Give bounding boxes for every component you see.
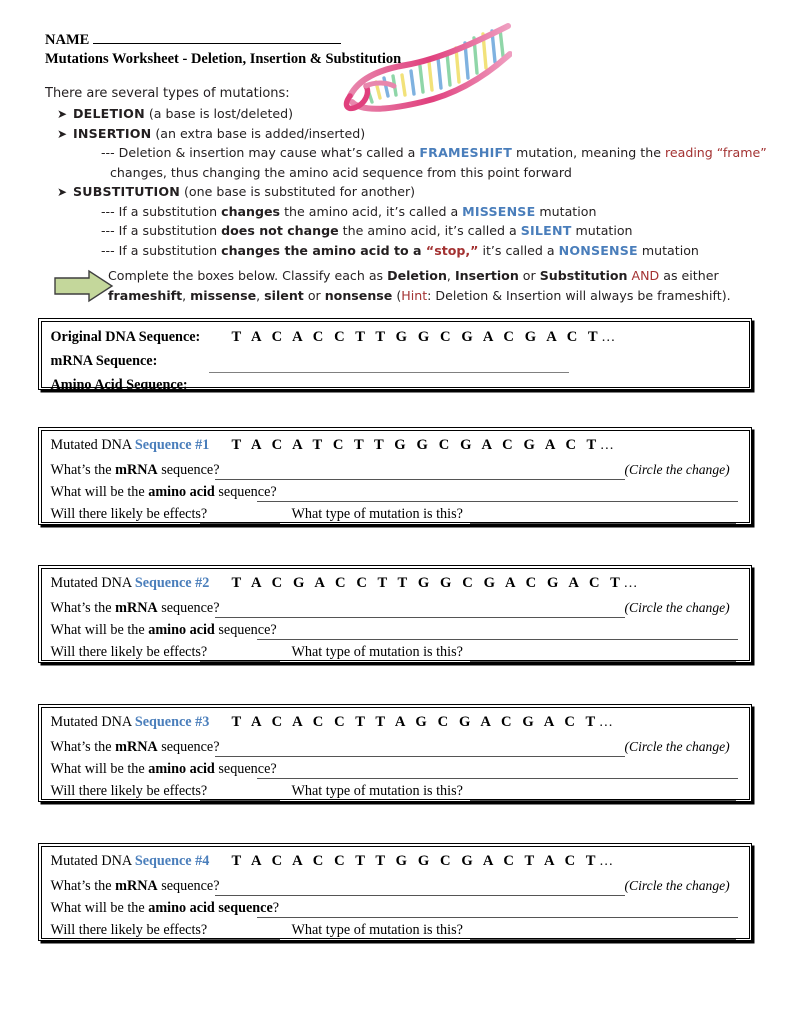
mrna-keyword: mRNA [115, 599, 158, 616]
mutated-dna-sequence: T A C A T C T T G G C G A C G A C T [231, 436, 600, 453]
deletion-description: (a base is lost/deleted) [144, 106, 294, 121]
nonsense-mid: it’s called a [478, 242, 559, 258]
amino-acid-keyword: amino acid [148, 621, 215, 638]
box-4-mrna-answer-line[interactable] [215, 895, 625, 896]
sequence-number-label: Sequence #3 [134, 713, 210, 730]
frameshift-note-line1 [45, 143, 767, 163]
name-label: NAME [45, 32, 90, 48]
sequence-ellipsis: … [623, 575, 638, 591]
circle-the-change-note: (Circle the change) [624, 461, 730, 477]
original-box-inner [41, 321, 750, 393]
circle-the-change-note: (Circle the change) [624, 877, 730, 893]
insertion-description: (an extra base is added/inserted) [151, 125, 366, 141]
box-2-effects-answer-line[interactable] [200, 661, 280, 662]
box-4-effects-answer-line[interactable] [200, 939, 280, 940]
classify-missense: missense [190, 288, 257, 303]
missense-note [45, 202, 745, 222]
box-1-inner [41, 430, 750, 523]
mutated-dna-sequence: T A C A C C T T A G C G A C G A C T [231, 713, 599, 730]
mutated-sequence-box-2 [38, 565, 752, 663]
box-3-inner [41, 707, 750, 800]
missense-mid: the amino acid, it’s called a [280, 203, 463, 219]
box-4-sequence-row [232, 853, 614, 870]
mrna-question-post: sequence? [157, 738, 220, 755]
sep: , [446, 268, 455, 283]
classify-nonsense: nonsense [324, 288, 393, 303]
mrna-question-post: sequence? [157, 599, 220, 616]
classify-silent: silent [264, 288, 304, 303]
silent-mid: the amino acid, it’s called a [338, 223, 521, 238]
box-3-sequence-row [232, 714, 613, 731]
dash-marker: --- [101, 242, 119, 258]
box-1-type-answer-line[interactable] [470, 523, 736, 524]
list-item-substitution [45, 182, 745, 202]
box-1-amino-question [51, 484, 277, 501]
box-1-amino-answer-line[interactable] [257, 501, 738, 502]
sequence-number-label: Sequence #4 [134, 852, 210, 869]
box-2-type-answer-line[interactable] [470, 661, 736, 662]
term-substitution: SUBSTITUTION [73, 184, 180, 199]
green-arrow-icon [53, 268, 115, 304]
classify-substitution: Substitution [539, 268, 628, 283]
amino-acid-keyword: amino acid sequence [148, 899, 273, 916]
sep: , [256, 288, 265, 303]
box-3-type-answer-line[interactable] [470, 800, 736, 801]
instruction-text [108, 266, 758, 306]
mutated-dna-prefix: Mutated DNA [50, 852, 135, 869]
mutated-sequence-box-1 [38, 427, 752, 525]
mrna-question-pre: What’s the [50, 877, 116, 894]
sep-or: or [303, 288, 325, 303]
frameshift-note-mid: mutation, meaning the [512, 145, 665, 160]
term-reading: reading [664, 145, 713, 160]
box-3-effects-answer-line[interactable] [200, 800, 280, 801]
box-1-header [51, 437, 210, 454]
hint-text: : Deletion & Insertion will always be frameshift). [427, 288, 731, 303]
box-2-mrna-question [51, 600, 220, 617]
box-4-type-question: What type of mutation is this? [291, 921, 463, 938]
box-3-effects-question: Will there likely be effects? [50, 782, 208, 799]
intro-text: There are several types of mutations: [45, 86, 290, 101]
box-4-type-answer-line[interactable] [470, 939, 736, 940]
sequence-ellipsis: … [601, 329, 616, 345]
box-4-header [51, 853, 210, 870]
instruction-line-1 [108, 266, 758, 286]
term-frame-quoted: “frame” [712, 145, 767, 160]
sequence-ellipsis: … [599, 853, 614, 869]
bullet-arrow-icon: ➤ [57, 185, 68, 199]
classify-and: AND [627, 268, 660, 283]
mrna-keyword: mRNA [115, 738, 158, 755]
mrna-question-post: sequence? [157, 877, 220, 894]
term-stop: “stop,” [425, 242, 479, 258]
mutated-dna-prefix: Mutated DNA [50, 436, 135, 453]
amino-question-pre: What will be the [50, 760, 149, 777]
box-2-inner [41, 568, 750, 661]
box-2-header [51, 575, 210, 592]
original-dna-sequence: T A C A C C T T G G C G A C G A C T [231, 328, 602, 345]
term-nonsense: NONSENSE [558, 242, 638, 258]
dash-marker: --- [101, 203, 119, 219]
sep: , [182, 288, 191, 303]
missense-post: mutation [535, 203, 597, 219]
box-1-type-question: What type of mutation is this? [291, 505, 463, 522]
instruction-line1-end: as either [659, 268, 719, 283]
dna-helix-image [336, 18, 512, 118]
mutated-dna-prefix: Mutated DNA [50, 574, 135, 591]
arrow-right-shape [53, 268, 115, 304]
mrna-question-pre: What’s the [50, 461, 116, 478]
dash-marker: --- [101, 223, 119, 238]
instruction-pre: Complete the boxes below. Classify each as [108, 268, 388, 283]
amino-question-pre: What will be the [50, 483, 149, 500]
nonsense-note [45, 241, 745, 261]
list-item-deletion [45, 104, 745, 124]
hint-label: Hint [401, 288, 428, 303]
sequence-number-label: Sequence #2 [134, 574, 210, 591]
paren-open: ( [392, 288, 402, 303]
term-silent: SILENT [520, 223, 572, 238]
sequence-number-label: Sequence #1 [134, 436, 210, 453]
nonsense-emphasis: changes the amino acid to a [221, 242, 426, 258]
dash-marker: --- [101, 145, 119, 160]
box-2-mrna-answer-line[interactable] [215, 617, 625, 618]
box-1-mrna-answer-line[interactable] [215, 479, 625, 480]
amino-question-post: ? [272, 899, 280, 916]
box-3-header [51, 714, 210, 731]
amino-question-pre: What will be the [50, 899, 149, 916]
box-2-sequence-row [232, 575, 638, 592]
list-item-insertion [45, 124, 745, 144]
box-3-amino-question [51, 761, 277, 778]
amino-question-post: sequence? [214, 483, 277, 500]
original-dna-label: Original DNA Sequence: [50, 328, 201, 345]
amino-question-pre: What will be the [50, 621, 149, 638]
name-blank-line[interactable] [93, 30, 341, 44]
mrna-question-post: sequence? [157, 461, 220, 478]
amino-acid-keyword: amino acid [148, 760, 215, 777]
box-3-amino-answer-line[interactable] [257, 778, 738, 779]
silent-note [45, 221, 745, 241]
original-sequence-box [38, 318, 752, 393]
mutation-types-list [45, 104, 767, 260]
box-1-effects-answer-line[interactable] [200, 523, 280, 524]
substitution-description: (one base is substituted for another) [179, 184, 416, 199]
dna-helix-svg [336, 18, 512, 118]
box-1-effects-question: Will there likely be effects? [50, 505, 208, 522]
box-3-mrna-answer-line[interactable] [215, 756, 625, 757]
sequence-ellipsis: … [599, 437, 614, 453]
term-deletion: DELETION [73, 106, 145, 121]
amino-acid-keyword: amino acid [148, 483, 215, 500]
mrna-question-pre: What’s the [50, 738, 116, 755]
original-dna-sequence-row [232, 329, 616, 346]
page-title: Mutations Worksheet - Deletion, Insertion & Substitution [45, 51, 402, 67]
classify-frameshift: frameshift [108, 288, 183, 303]
term-missense: MISSENSE [462, 203, 536, 219]
mrna-keyword: mRNA [115, 461, 158, 478]
mrna-answer-line[interactable] [209, 372, 569, 373]
box-2-amino-question [51, 622, 277, 639]
nonsense-pre: If a substitution [118, 242, 222, 258]
missense-pre: If a substitution [118, 203, 222, 219]
missense-emphasis: changes [221, 203, 281, 219]
silent-emphasis: does not change [221, 223, 339, 238]
box-2-amino-answer-line[interactable] [257, 639, 738, 640]
box-3-mrna-question [51, 739, 220, 756]
mrna-question-pre: What’s the [50, 599, 116, 616]
box-2-type-question: What type of mutation is this? [291, 643, 463, 660]
mutated-sequence-box-4 [38, 843, 752, 941]
sep-or: or [518, 268, 540, 283]
box-4-amino-question [51, 900, 280, 917]
amino-question-post: sequence? [214, 760, 277, 777]
mutated-dna-sequence: T A C G A C C T T G G C G A C G A C T [231, 574, 624, 591]
circle-the-change-note: (Circle the change) [624, 738, 730, 754]
amino-acid-sequence-label: Amino Acid Sequence: [50, 376, 188, 393]
term-frameshift: FRAMESHIFT [419, 145, 513, 160]
sequence-ellipsis: … [598, 714, 613, 730]
silent-post: mutation [571, 223, 633, 238]
mrna-sequence-label: mRNA Sequence: [50, 352, 158, 369]
instruction-line-2 [108, 286, 758, 306]
box-2-effects-question: Will there likely be effects? [50, 643, 208, 660]
classify-deletion: Deletion [387, 268, 447, 283]
circle-the-change-note: (Circle the change) [624, 599, 730, 615]
mutated-sequence-box-3 [38, 704, 752, 802]
box-1-sequence-row [232, 437, 614, 454]
amino-question-post: sequence? [214, 621, 277, 638]
classify-insertion: Insertion [454, 268, 519, 283]
nonsense-post: mutation [637, 242, 699, 258]
box-4-mrna-question [51, 878, 220, 895]
box-4-amino-answer-line[interactable] [257, 917, 738, 918]
mutated-dna-prefix: Mutated DNA [50, 713, 135, 730]
frameshift-note-line2: changes, thus changing the amino acid sequence from this point forward [110, 164, 572, 180]
bullet-arrow-icon: ➤ [57, 107, 68, 121]
box-1-mrna-question [51, 462, 220, 479]
bullet-arrow-icon: ➤ [57, 126, 68, 141]
box-4-effects-question: Will there likely be effects? [50, 921, 208, 938]
box-3-type-question: What type of mutation is this? [291, 782, 463, 799]
term-insertion: INSERTION [73, 125, 152, 141]
mrna-keyword: mRNA [115, 877, 158, 894]
mutated-dna-sequence: T A C A C C T T G G C G A C T A C T [231, 852, 600, 869]
box-4-inner [41, 846, 750, 939]
frameshift-note-pre: Deletion & insertion may cause what’s called a [118, 145, 420, 160]
silent-pre: If a substitution [118, 223, 222, 238]
